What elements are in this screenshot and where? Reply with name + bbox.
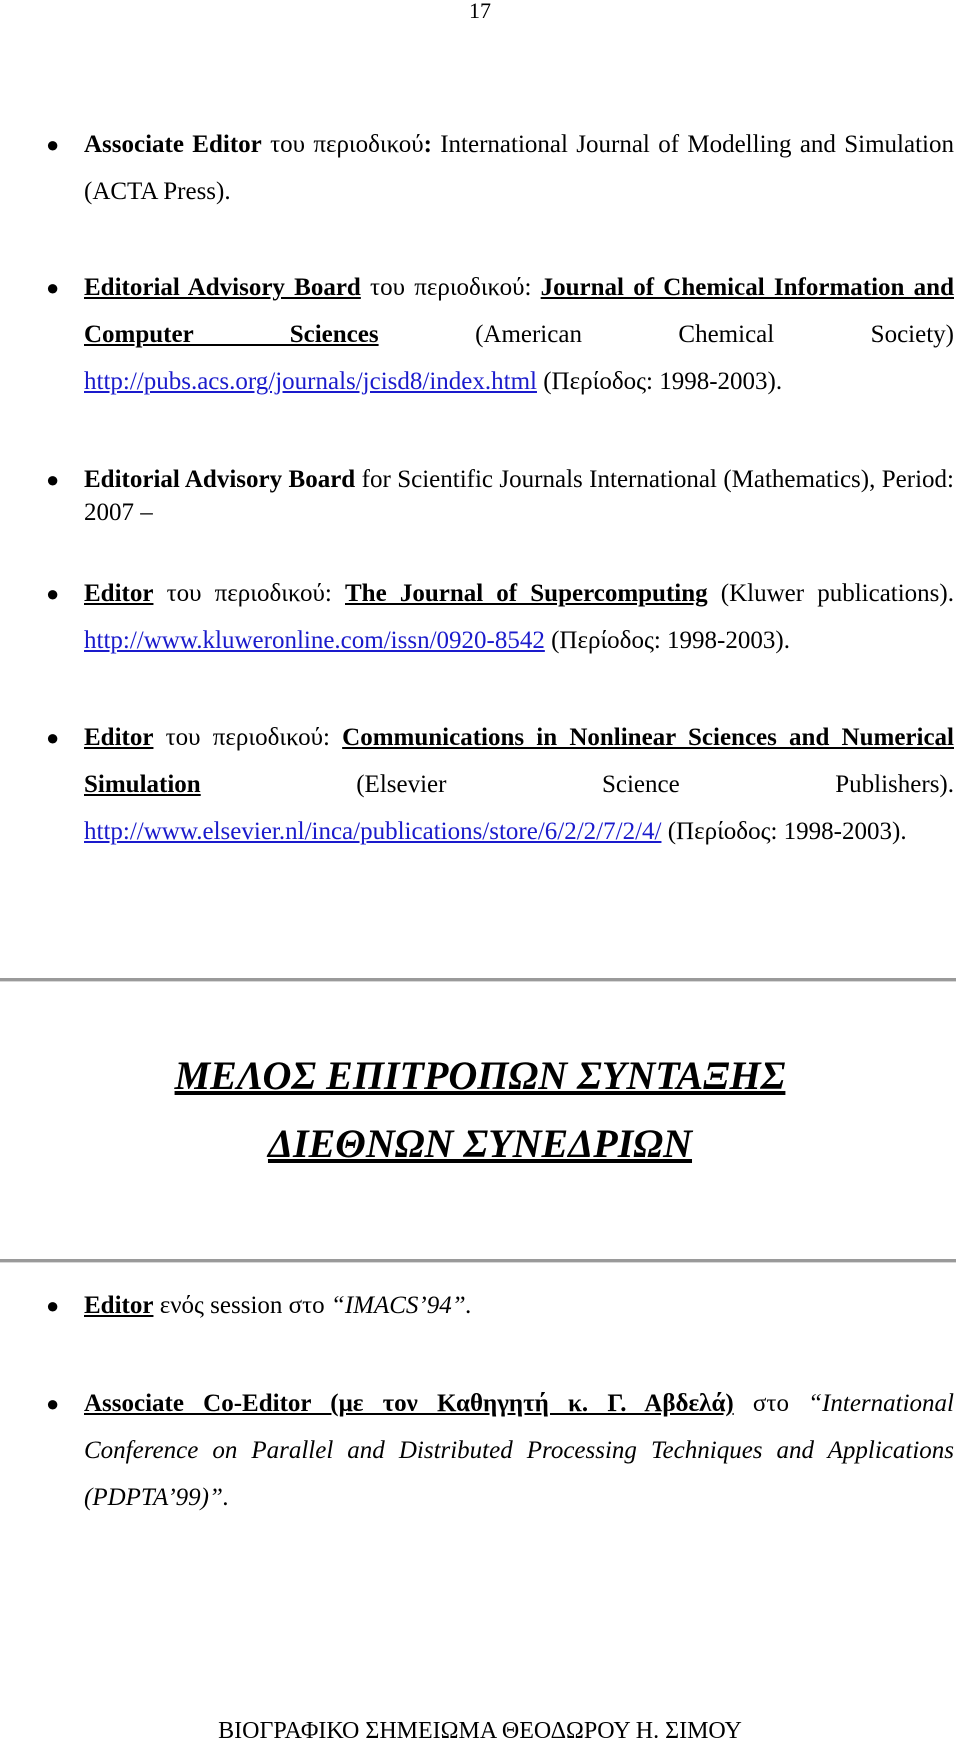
role-label: Editorial Advisory Board bbox=[84, 466, 356, 493]
journal-title: Journal of Chemical Information and Computer Sciences bbox=[84, 274, 954, 348]
bullet-icon: ● bbox=[46, 725, 60, 750]
publisher: (Kluwer publications). bbox=[707, 580, 954, 607]
journal-title: The Journal of Supercomputing bbox=[345, 580, 708, 607]
journal-url-link[interactable]: http://www.kluweronline.com/issn/0920-8542 bbox=[84, 627, 545, 654]
journal-url-link[interactable]: http://pubs.acs.org/journals/jcisd8/index.html bbox=[84, 368, 537, 395]
item-text: International Journal of Modelling and Simulation (ACTA Press). bbox=[84, 131, 954, 205]
period-text: (Περίοδος: 1998-2003). bbox=[536, 368, 783, 395]
colon: : bbox=[423, 131, 432, 158]
role-label: Editor bbox=[84, 580, 154, 607]
item-text: ενός session στο bbox=[153, 1292, 331, 1319]
greek-text: του περιοδικού: bbox=[153, 580, 345, 607]
editorial-item-5 bbox=[46, 714, 954, 855]
publisher: (Elsevier Science Publishers). bbox=[200, 771, 954, 798]
bullet-icon: ● bbox=[46, 1391, 60, 1416]
editorial-item-2 bbox=[46, 264, 954, 405]
horizontal-rule-bottom bbox=[0, 1259, 956, 1263]
bullet-icon: ● bbox=[46, 132, 60, 157]
conference-item-1 bbox=[46, 1282, 954, 1329]
period-text: (Περίοδος: 1998-2003). bbox=[661, 818, 907, 845]
conference-name: “IMACS’94”. bbox=[330, 1292, 472, 1319]
role-label: Editor bbox=[84, 1292, 154, 1319]
page-footer: ΒΙΟΓΡΑΦΙΚΟ ΣΗΜΕΙΩΜΑ ΘΕΟΔΩΡΟΥ Η. ΣΙΜΟΥ bbox=[218, 1718, 742, 1744]
conference-item-2 bbox=[46, 1380, 954, 1521]
editorial-item-3 bbox=[46, 463, 954, 529]
bullet-icon: ● bbox=[46, 1293, 60, 1318]
editorial-item-4 bbox=[46, 570, 954, 664]
journal-url-link[interactable]: http://www.elsevier.nl/inca/publications/store/6/2/2/7/2/4/ bbox=[84, 818, 662, 845]
item-text: for Scientific Journals International (Mathematics), Period: 2007 – bbox=[84, 466, 954, 526]
section-heading-line-2: ΔΙΕΘΝΩΝ ΣΥΝΕΔΡΙΩΝ bbox=[267, 1121, 693, 1166]
greek-text: του περιοδικού: bbox=[360, 274, 541, 301]
section-heading-line-1: ΜΕΛΟΣ ΕΠΙΤΡΟΠΩΝ ΣΥΝΤΑΞΗΣ bbox=[174, 1053, 786, 1098]
horizontal-rule-top bbox=[0, 978, 956, 982]
editorial-item-1 bbox=[46, 121, 954, 215]
role-label: Editor bbox=[84, 724, 154, 751]
greek-text: του περιοδικού bbox=[261, 131, 424, 158]
role-label: Associate Co-Editor (με τον Καθηγητή κ. Γ. Αβδελά) bbox=[84, 1390, 734, 1417]
role-label: Editorial Advisory Board bbox=[84, 274, 361, 301]
period-text: (Περίοδος: 1998-2003). bbox=[544, 627, 790, 654]
page-number: 17 bbox=[469, 0, 491, 23]
journal-title: Communications in Nonlinear Sciences and Numerical Simulation bbox=[84, 724, 954, 798]
greek-text: του περιοδικού: bbox=[153, 724, 343, 751]
conference-name: “International Conference on Parallel and Distributed Processing Techniques and Applications (PDPTA’99)”. bbox=[84, 1390, 954, 1511]
bullet-icon: ● bbox=[46, 581, 60, 606]
bullet-icon: ● bbox=[46, 275, 60, 300]
bullet-icon: ● bbox=[46, 467, 60, 492]
item-text: στο bbox=[733, 1390, 809, 1417]
publisher: (American Chemical Society) bbox=[378, 321, 954, 348]
role-label: Associate Editor bbox=[84, 131, 262, 158]
